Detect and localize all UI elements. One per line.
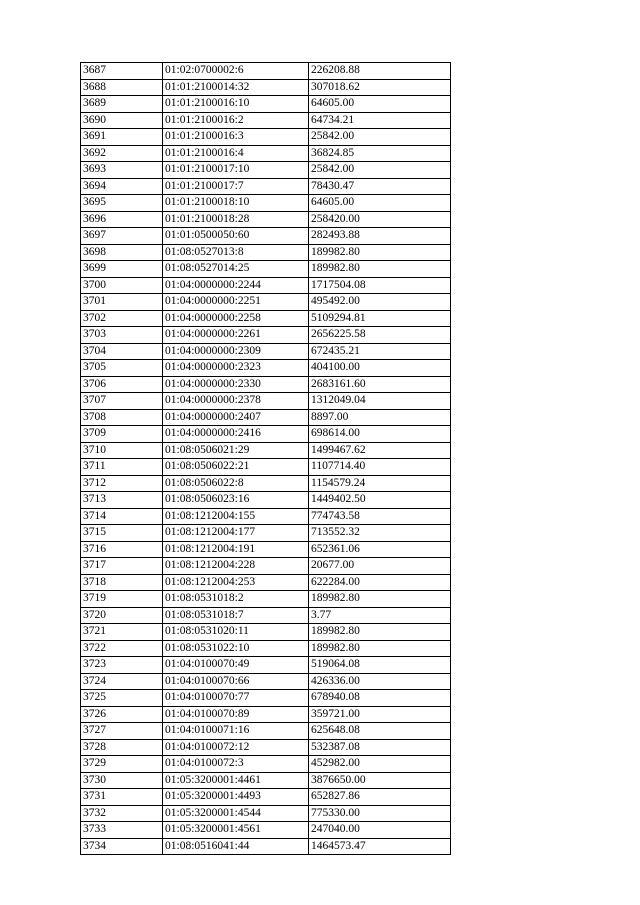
table-body xyxy=(81,63,451,855)
table-row xyxy=(81,657,451,674)
row-number-cell: 3722 xyxy=(81,640,163,657)
row-number-cell: 3688 xyxy=(81,79,163,96)
amount-cell: 359721.00 xyxy=(309,706,451,723)
row-number-cell: 3729 xyxy=(81,756,163,773)
amount-cell: 64734.21 xyxy=(309,112,451,129)
row-number-cell: 3709 xyxy=(81,426,163,443)
table-row xyxy=(81,343,451,360)
cadastral-number-cell: 01:05:3200001:4461 xyxy=(163,772,309,789)
table-row xyxy=(81,327,451,344)
table-row xyxy=(81,607,451,624)
row-number-cell: 3728 xyxy=(81,739,163,756)
amount-cell: 404100.00 xyxy=(309,360,451,377)
cadastral-number-cell: 01:04:0000000:2251 xyxy=(163,294,309,311)
cadastral-number-cell: 01:02:0700002:6 xyxy=(163,63,309,80)
row-number-cell: 3697 xyxy=(81,228,163,245)
cadastral-number-cell: 01:04:0100070:49 xyxy=(163,657,309,674)
amount-cell: 1464573.47 xyxy=(309,838,451,855)
row-number-cell: 3707 xyxy=(81,393,163,410)
row-number-cell: 3701 xyxy=(81,294,163,311)
row-number-cell: 3710 xyxy=(81,442,163,459)
amount-cell: 25842.00 xyxy=(309,162,451,179)
cadastral-number-cell: 01:04:0100071:16 xyxy=(163,723,309,740)
table-row xyxy=(81,673,451,690)
data-table xyxy=(80,62,451,855)
cadastral-number-cell: 01:08:0516041:44 xyxy=(163,838,309,855)
table-row xyxy=(81,805,451,822)
cadastral-number-cell: 01:04:0100070:77 xyxy=(163,690,309,707)
row-number-cell: 3733 xyxy=(81,822,163,839)
cadastral-number-cell: 01:08:0506022:21 xyxy=(163,459,309,476)
table-row xyxy=(81,112,451,129)
row-number-cell: 3692 xyxy=(81,145,163,162)
row-number-cell: 3694 xyxy=(81,178,163,195)
table-row xyxy=(81,624,451,641)
row-number-cell: 3721 xyxy=(81,624,163,641)
row-number-cell: 3714 xyxy=(81,508,163,525)
table-row xyxy=(81,426,451,443)
cadastral-number-cell: 01:08:0531020:11 xyxy=(163,624,309,641)
amount-cell: 247040.00 xyxy=(309,822,451,839)
cadastral-number-cell: 01:04:0000000:2407 xyxy=(163,409,309,426)
cadastral-number-cell: 01:04:0000000:2261 xyxy=(163,327,309,344)
table-row xyxy=(81,591,451,608)
amount-cell: 1449402.50 xyxy=(309,492,451,509)
table-row xyxy=(81,739,451,756)
cadastral-number-cell: 01:08:0506022:8 xyxy=(163,475,309,492)
cadastral-number-cell: 01:01:2100018:10 xyxy=(163,195,309,212)
table-row xyxy=(81,723,451,740)
amount-cell: 452982.00 xyxy=(309,756,451,773)
amount-cell: 1107714.40 xyxy=(309,459,451,476)
cadastral-number-cell: 01:08:0506023:16 xyxy=(163,492,309,509)
cadastral-number-cell: 01:04:0000000:2323 xyxy=(163,360,309,377)
table-row xyxy=(81,508,451,525)
table-row xyxy=(81,162,451,179)
amount-cell: 622284.00 xyxy=(309,574,451,591)
table-row xyxy=(81,244,451,261)
amount-cell: 25842.00 xyxy=(309,129,451,146)
amount-cell: 307018.62 xyxy=(309,79,451,96)
cadastral-number-cell: 01:04:0100070:66 xyxy=(163,673,309,690)
row-number-cell: 3708 xyxy=(81,409,163,426)
table-row xyxy=(81,376,451,393)
table-row xyxy=(81,195,451,212)
row-number-cell: 3720 xyxy=(81,607,163,624)
amount-cell: 2683161.60 xyxy=(309,376,451,393)
table-row xyxy=(81,789,451,806)
row-number-cell: 3712 xyxy=(81,475,163,492)
cadastral-number-cell: 01:08:1212004:177 xyxy=(163,525,309,542)
cadastral-number-cell: 01:01:2100016:2 xyxy=(163,112,309,129)
row-number-cell: 3730 xyxy=(81,772,163,789)
row-number-cell: 3704 xyxy=(81,343,163,360)
row-number-cell: 3711 xyxy=(81,459,163,476)
amount-cell: 1312049.04 xyxy=(309,393,451,410)
table-row xyxy=(81,541,451,558)
row-number-cell: 3687 xyxy=(81,63,163,80)
row-number-cell: 3691 xyxy=(81,129,163,146)
amount-cell: 1499467.62 xyxy=(309,442,451,459)
table-row xyxy=(81,63,451,80)
cadastral-number-cell: 01:04:0000000:2244 xyxy=(163,277,309,294)
amount-cell: 713552.32 xyxy=(309,525,451,542)
table-row xyxy=(81,558,451,575)
cadastral-number-cell: 01:01:2100017:10 xyxy=(163,162,309,179)
amount-cell: 2656225.58 xyxy=(309,327,451,344)
amount-cell: 5109294.81 xyxy=(309,310,451,327)
amount-cell: 8897.00 xyxy=(309,409,451,426)
cadastral-number-cell: 01:08:1212004:253 xyxy=(163,574,309,591)
row-number-cell: 3731 xyxy=(81,789,163,806)
table-row xyxy=(81,261,451,278)
amount-cell: 532387.08 xyxy=(309,739,451,756)
cadastral-number-cell: 01:04:0000000:2416 xyxy=(163,426,309,443)
row-number-cell: 3723 xyxy=(81,657,163,674)
table-row xyxy=(81,393,451,410)
cadastral-number-cell: 01:04:0000000:2378 xyxy=(163,393,309,410)
amount-cell: 20677.00 xyxy=(309,558,451,575)
row-number-cell: 3732 xyxy=(81,805,163,822)
cadastral-number-cell: 01:05:3200001:4493 xyxy=(163,789,309,806)
cadastral-number-cell: 01:04:0000000:2330 xyxy=(163,376,309,393)
cadastral-number-cell: 01:01:2100016:3 xyxy=(163,129,309,146)
row-number-cell: 3702 xyxy=(81,310,163,327)
row-number-cell: 3715 xyxy=(81,525,163,542)
row-number-cell: 3706 xyxy=(81,376,163,393)
row-number-cell: 3727 xyxy=(81,723,163,740)
table-row xyxy=(81,475,451,492)
table-row xyxy=(81,129,451,146)
amount-cell: 775330.00 xyxy=(309,805,451,822)
row-number-cell: 3690 xyxy=(81,112,163,129)
row-number-cell: 3693 xyxy=(81,162,163,179)
cadastral-number-cell: 01:04:0100072:12 xyxy=(163,739,309,756)
amount-cell: 774743.58 xyxy=(309,508,451,525)
table-row xyxy=(81,459,451,476)
amount-cell: 519064.08 xyxy=(309,657,451,674)
row-number-cell: 3700 xyxy=(81,277,163,294)
table-row xyxy=(81,145,451,162)
amount-cell: 678940.08 xyxy=(309,690,451,707)
row-number-cell: 3705 xyxy=(81,360,163,377)
amount-cell: 189982.80 xyxy=(309,624,451,641)
cadastral-number-cell: 01:01:0500050:60 xyxy=(163,228,309,245)
table-row xyxy=(81,690,451,707)
cadastral-number-cell: 01:08:0531022:10 xyxy=(163,640,309,657)
amount-cell: 189982.80 xyxy=(309,261,451,278)
amount-cell: 3876650.00 xyxy=(309,772,451,789)
amount-cell: 1154579.24 xyxy=(309,475,451,492)
cadastral-number-cell: 01:01:2100016:10 xyxy=(163,96,309,113)
table-row xyxy=(81,294,451,311)
row-number-cell: 3718 xyxy=(81,574,163,591)
row-number-cell: 3734 xyxy=(81,838,163,855)
amount-cell: 698614.00 xyxy=(309,426,451,443)
table-row xyxy=(81,492,451,509)
cadastral-number-cell: 01:01:2100018:28 xyxy=(163,211,309,228)
table-row xyxy=(81,706,451,723)
cadastral-number-cell: 01:08:0531018:7 xyxy=(163,607,309,624)
amount-cell: 652361.06 xyxy=(309,541,451,558)
row-number-cell: 3698 xyxy=(81,244,163,261)
row-number-cell: 3713 xyxy=(81,492,163,509)
row-number-cell: 3689 xyxy=(81,96,163,113)
table-row xyxy=(81,79,451,96)
amount-cell: 189982.80 xyxy=(309,244,451,261)
cadastral-number-cell: 01:08:1212004:155 xyxy=(163,508,309,525)
table-row xyxy=(81,310,451,327)
cadastral-number-cell: 01:08:0527014:25 xyxy=(163,261,309,278)
amount-cell: 36824.85 xyxy=(309,145,451,162)
table-row xyxy=(81,640,451,657)
amount-cell: 189982.80 xyxy=(309,640,451,657)
row-number-cell: 3695 xyxy=(81,195,163,212)
amount-cell: 426336.00 xyxy=(309,673,451,690)
row-number-cell: 3726 xyxy=(81,706,163,723)
cadastral-number-cell: 01:01:2100016:4 xyxy=(163,145,309,162)
table-row xyxy=(81,838,451,855)
amount-cell: 226208.88 xyxy=(309,63,451,80)
cadastral-number-cell: 01:04:0100072:3 xyxy=(163,756,309,773)
amount-cell: 1717504.08 xyxy=(309,277,451,294)
cadastral-number-cell: 01:05:3200001:4544 xyxy=(163,805,309,822)
cadastral-number-cell: 01:08:1212004:191 xyxy=(163,541,309,558)
cadastral-number-cell: 01:04:0000000:2258 xyxy=(163,310,309,327)
cadastral-number-cell: 01:08:0506021:29 xyxy=(163,442,309,459)
row-number-cell: 3696 xyxy=(81,211,163,228)
table-row xyxy=(81,360,451,377)
row-number-cell: 3724 xyxy=(81,673,163,690)
amount-cell: 78430.47 xyxy=(309,178,451,195)
table-row xyxy=(81,211,451,228)
amount-cell: 672435.21 xyxy=(309,343,451,360)
cadastral-number-cell: 01:04:0000000:2309 xyxy=(163,343,309,360)
cadastral-number-cell: 01:05:3200001:4561 xyxy=(163,822,309,839)
table-row xyxy=(81,574,451,591)
cadastral-number-cell: 01:08:0531018:2 xyxy=(163,591,309,608)
cadastral-number-cell: 01:04:0100070:89 xyxy=(163,706,309,723)
amount-cell: 625648.08 xyxy=(309,723,451,740)
row-number-cell: 3699 xyxy=(81,261,163,278)
cadastral-number-cell: 01:08:0527013:8 xyxy=(163,244,309,261)
amount-cell: 3.77 xyxy=(309,607,451,624)
cadastral-number-cell: 01:08:1212004:228 xyxy=(163,558,309,575)
table-row xyxy=(81,442,451,459)
row-number-cell: 3725 xyxy=(81,690,163,707)
amount-cell: 64605.00 xyxy=(309,96,451,113)
amount-cell: 64605.00 xyxy=(309,195,451,212)
row-number-cell: 3703 xyxy=(81,327,163,344)
table-row xyxy=(81,772,451,789)
amount-cell: 652827.86 xyxy=(309,789,451,806)
table-row xyxy=(81,277,451,294)
table-row xyxy=(81,822,451,839)
table-row xyxy=(81,96,451,113)
row-number-cell: 3716 xyxy=(81,541,163,558)
table-row xyxy=(81,409,451,426)
row-number-cell: 3717 xyxy=(81,558,163,575)
row-number-cell: 3719 xyxy=(81,591,163,608)
table-row xyxy=(81,178,451,195)
table-row xyxy=(81,228,451,245)
amount-cell: 495492.00 xyxy=(309,294,451,311)
table-row xyxy=(81,525,451,542)
amount-cell: 189982.80 xyxy=(309,591,451,608)
amount-cell: 258420.00 xyxy=(309,211,451,228)
table-row xyxy=(81,756,451,773)
amount-cell: 282493.88 xyxy=(309,228,451,245)
cadastral-number-cell: 01:01:2100017:7 xyxy=(163,178,309,195)
cadastral-number-cell: 01:01:2100014:32 xyxy=(163,79,309,96)
